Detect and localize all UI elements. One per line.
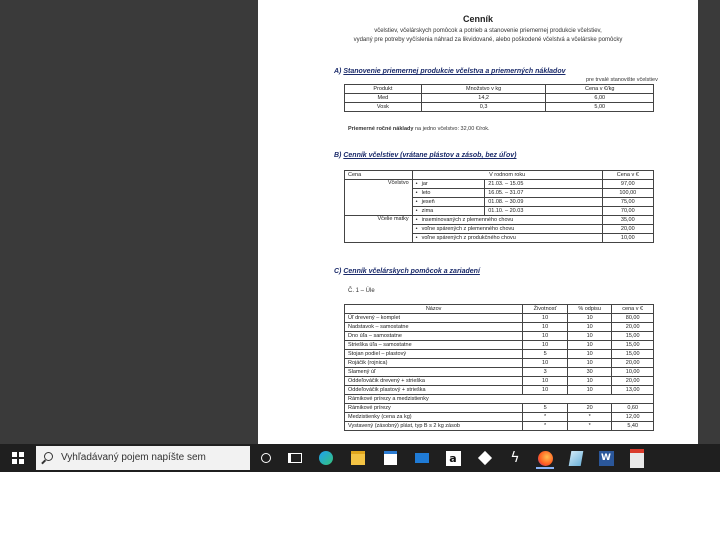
table-cell: 15,00 [612,332,654,341]
table-cell: 20,00 [612,323,654,332]
table-cell: 10 [567,314,611,323]
word-icon[interactable]: W [597,449,615,467]
section-c-table [344,304,654,431]
table-cell: Dno úľa – samostatne [345,332,523,341]
taskbar [0,444,720,472]
table-cell: 10,00 [612,368,654,377]
store-icon[interactable] [381,449,399,467]
table-row [345,368,654,377]
table-row [345,413,654,422]
table-cell: 5 [523,350,568,359]
table-cell: 10 [523,377,568,386]
table-cell: 13,00 [612,386,654,395]
edge-icon[interactable] [317,449,335,467]
table-cell: 15,00 [612,341,654,350]
table-cell: 0,60 [612,404,654,413]
table-cell: 10 [523,341,568,350]
section-c-part: Č. 1 – Úle [348,288,375,294]
document-subtitle-line-2: vydaný pre potreby vyčíslenia náhrad za likvidované, alebo poškodené včelstvá a včelárske pomôcky [353,37,623,43]
table-cell: Stojan podiel – plastový [345,350,523,359]
table-cell: 10 [567,332,611,341]
table-cell: 20,00 [612,359,654,368]
table-cell: 3 [523,368,568,377]
pdf-reader-icon[interactable] [628,449,646,467]
table-cell: 5,40 [612,422,654,431]
table-cell: Oddeľováčik drevený + strieška [345,377,523,386]
table-cell: Slamený úľ [345,368,523,377]
table-cell: 20,00 [612,377,654,386]
table-row [345,341,654,350]
dropbox-icon[interactable] [476,449,494,467]
mail-icon[interactable] [413,449,431,467]
windows-start-icon[interactable] [12,452,24,464]
table-cell: 80,00 [612,314,654,323]
section-b-heading: B) Cenník včelstiev (vrátane plástov a zásob, bez úľov) [334,152,517,159]
table-cell: * [567,413,611,422]
table-row: Včelstvo • jar 21.03. – 15.05 97,00 [345,180,654,189]
table-cell: 10 [523,314,568,323]
group-label: Včelie matky [345,216,413,243]
table-cell: 10 [567,386,611,395]
table-cell: Oddeľováčik plastový + strieška [345,386,523,395]
table-header: Cena v € [602,171,653,180]
table-header: Cena v €/kg [546,85,654,94]
section-a-note: pre trvalé stanovište včelstiev [586,77,658,83]
table-cell: Strieška úľa – samostatne [345,341,523,350]
table-row: Vosk 0,3 5,00 [345,103,654,112]
table-cell: 10 [523,323,568,332]
section-a-table [344,84,654,112]
table-row [345,359,654,368]
section-c-heading: C) Cenník včelárskych pomôcok a zariadení [334,268,480,275]
table-header: Množstvo v kg [421,85,546,94]
table-cell: Úľ drevený – komplet [345,314,523,323]
table-cell: 20 [567,404,611,413]
table-row [345,377,654,386]
table-row [345,350,654,359]
table-header: Cena [345,171,413,180]
table-cell: Rojáčik (rojnica) [345,359,523,368]
table-cell: 10 [567,359,611,368]
table-subheading: Rámikové prírezy a medzistienky [345,395,654,404]
amazon-icon[interactable]: a [444,449,462,467]
table-row: • voľne spárených z plemenného chovu 20,00 [345,225,654,234]
table-row [345,404,654,413]
bolt-app-icon[interactable]: ϟ [510,450,520,466]
section-a-costs: Priemerné ročné náklady na jedno včelstvo: 32,00 €/rok. [348,126,490,132]
table-cell: 10 [567,323,611,332]
table-row: • zima 01.10. – 20.03 70,00 [345,207,654,216]
table-cell: * [523,422,568,431]
document-title: Cenník [462,14,493,24]
section-b-table [344,170,654,243]
table-cell: 5 [523,404,568,413]
task-view-icon[interactable] [286,449,304,467]
table-cell: Rámikové prírezy [345,404,523,413]
table-cell: 15,00 [612,350,654,359]
table-cell: Nadstavok – samostatne [345,323,523,332]
table-cell: 10 [523,332,568,341]
scanned-document [258,0,698,444]
notes-app-icon[interactable] [567,449,585,467]
table-cell: 30 [567,368,611,377]
group-label: Včelstvo [345,180,413,216]
table-row: • voľne spárených z produkčného chovu 10,00 [345,234,654,243]
table-row: • jeseň 01.08. – 30.09 75,00 [345,198,654,207]
table-header: Názov [345,305,523,314]
table-row [345,422,654,431]
table-cell: Vystavený (zásobný) plást, typ B s 2 kg zásob [345,422,523,431]
table-row [345,323,654,332]
cortana-icon[interactable] [257,449,275,467]
table-cell: 12,00 [612,413,654,422]
table-row: Včelie matky • inseminovaných z plemenného chovu 35,00 [345,216,654,225]
table-header: V rodnom roku [412,171,602,180]
document-subtitle-line-1: včelstiev, včelárskych pomôcok a potrieb a stanovenie priemernej produkcie včelstiev, [374,28,602,34]
search-placeholder: Vyhľadávaný pojem napíšte sem [61,452,206,463]
table-cell: 10 [523,386,568,395]
table-cell: 10 [567,377,611,386]
taskbar-search-box[interactable] [36,446,250,470]
table-row [345,332,654,341]
table-row [345,314,654,323]
table-row [345,386,654,395]
table-cell: Medzistienky (cena za kg) [345,413,523,422]
file-explorer-icon[interactable] [349,449,367,467]
table-header: Produkt [345,85,422,94]
table-cell: * [523,413,568,422]
table-cell: * [567,422,611,431]
table-row: • leto 16.05. – 31.07 100,00 [345,189,654,198]
table-cell: 10 [523,359,568,368]
section-a-heading: A) Stanovenie priemernej produkcie včelstva a priemerných nákladov [334,68,566,75]
table-header: Životnosť [523,305,568,314]
table-cell: 10 [567,341,611,350]
table-cell: 10 [567,350,611,359]
table-row: Med 14,2 6,00 [345,94,654,103]
table-header: % odpisu [567,305,611,314]
firefox-icon[interactable] [536,449,554,469]
table-header: cena v € [612,305,654,314]
search-icon [44,452,53,461]
